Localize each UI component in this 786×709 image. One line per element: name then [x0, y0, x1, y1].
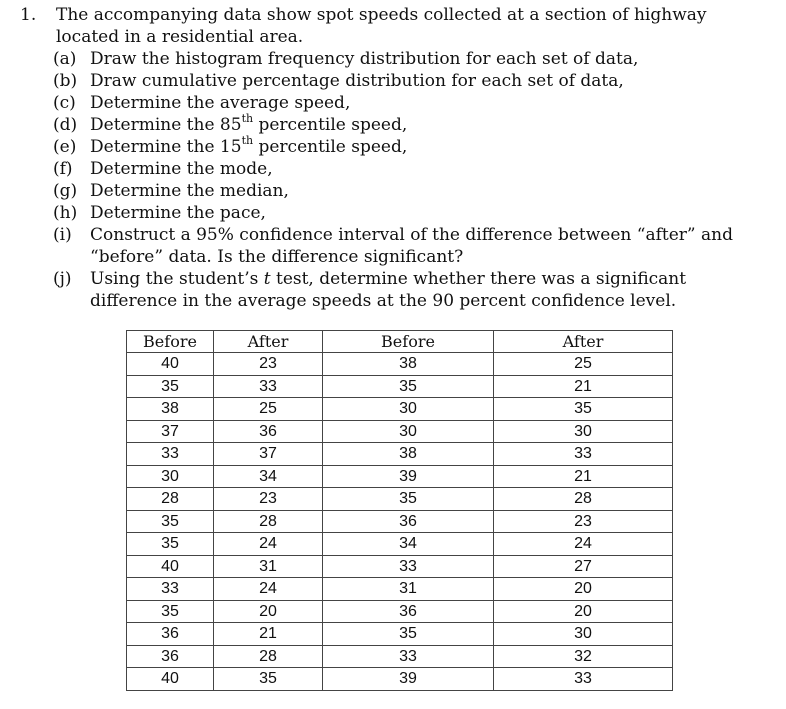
- part-j: [53, 268, 763, 312]
- part-label: (i): [53, 225, 72, 245]
- problem-intro: The accompanying data show spot speeds collected at a section of highway located in a residential area.: [56, 5, 707, 47]
- table-cell: 38: [323, 353, 494, 376]
- t-symbol: t: [263, 269, 271, 289]
- table-cell: 24: [214, 533, 323, 556]
- table-cell: 25: [494, 353, 673, 376]
- table-cell: 20: [494, 578, 673, 601]
- table-cell: 30: [494, 420, 673, 443]
- table-cell: 35: [127, 533, 214, 556]
- table-cell: 39: [323, 465, 494, 488]
- part-text: Determine the median,: [90, 181, 289, 201]
- table-cell: 31: [214, 555, 323, 578]
- table-row: [127, 533, 673, 556]
- table-row: [127, 488, 673, 511]
- part-label: (a): [53, 49, 77, 69]
- table-cell: 23: [214, 488, 323, 511]
- part-label: (h): [53, 203, 78, 223]
- table-cell: 33: [323, 555, 494, 578]
- parts-list: [53, 48, 763, 312]
- table-cell: 24: [494, 533, 673, 556]
- part-h: [53, 202, 763, 224]
- part-text-post: test, determine whether there was a significant difference in the average speeds at the 90 percent confidence level.: [90, 269, 687, 311]
- part-label: (c): [53, 93, 76, 113]
- part-text: [90, 268, 750, 312]
- part-label: (g): [53, 181, 78, 201]
- part-i: [53, 224, 763, 268]
- table-cell: 34: [214, 465, 323, 488]
- table-row: [127, 398, 673, 421]
- part-g: [53, 180, 763, 202]
- table-row: [127, 353, 673, 376]
- table-cell: 25: [214, 398, 323, 421]
- part-text: Determine the average speed,: [90, 93, 351, 113]
- table-cell: 32: [494, 645, 673, 668]
- table-row: [127, 623, 673, 646]
- table-cell: 21: [494, 465, 673, 488]
- table-cell: 27: [494, 555, 673, 578]
- table-cell: 20: [494, 600, 673, 623]
- table-cell: 35: [127, 600, 214, 623]
- table-row: [127, 668, 673, 691]
- part-a: [53, 48, 763, 70]
- table-cell: 35: [494, 398, 673, 421]
- table-header-row: [127, 331, 673, 353]
- table-cell: 38: [127, 398, 214, 421]
- part-label: (j): [53, 269, 72, 289]
- part-text-pre: Determine the 85: [90, 115, 242, 135]
- ordinal-suffix: th: [241, 112, 254, 126]
- table-cell: 36: [323, 510, 494, 533]
- part-text-pre: Using the student’s: [90, 269, 264, 289]
- part-f: [53, 158, 763, 180]
- table-cell: 31: [323, 578, 494, 601]
- part-text-pre: Determine the 15: [90, 137, 242, 157]
- table-cell: 28: [127, 488, 214, 511]
- part-e: [53, 136, 763, 158]
- table-cell: 36: [214, 420, 323, 443]
- table-cell: 34: [323, 533, 494, 556]
- table-body: [127, 353, 673, 691]
- table-cell: 37: [127, 420, 214, 443]
- table-cell: 30: [127, 465, 214, 488]
- table-cell: 23: [494, 510, 673, 533]
- part-label: (f): [53, 159, 73, 179]
- table-cell: 33: [127, 443, 214, 466]
- question-number: 1.: [20, 5, 37, 25]
- speed-data-table: [126, 330, 673, 691]
- table-row: [127, 510, 673, 533]
- ordinal-suffix: th: [241, 134, 254, 148]
- part-text: [90, 114, 750, 136]
- table-cell: 33: [494, 668, 673, 691]
- table-cell: 28: [214, 510, 323, 533]
- table-cell: 20: [214, 600, 323, 623]
- table-cell: 30: [323, 420, 494, 443]
- table-cell: 37: [214, 443, 323, 466]
- part-text: Draw the histogram frequency distribution for each set of data,: [90, 49, 639, 69]
- part-label: (d): [53, 115, 78, 135]
- table-cell: 35: [323, 623, 494, 646]
- table-cell: 33: [214, 375, 323, 398]
- table-cell: 40: [127, 353, 214, 376]
- column-header: Before: [127, 331, 214, 353]
- part-text: Determine the mode,: [90, 159, 273, 179]
- column-header: Before: [323, 331, 494, 353]
- part-text: Construct a 95% confidence interval of the difference between “after” and “before” data. Is the difference significant?: [90, 225, 733, 267]
- table-row: [127, 578, 673, 601]
- table-cell: 35: [127, 510, 214, 533]
- part-text-post: percentile speed,: [253, 115, 408, 135]
- table-cell: 28: [214, 645, 323, 668]
- table-row: [127, 465, 673, 488]
- table-cell: 28: [494, 488, 673, 511]
- part-text-post: percentile speed,: [253, 137, 408, 157]
- table-cell: 30: [494, 623, 673, 646]
- part-text: Determine the pace,: [90, 203, 266, 223]
- part-c: [53, 92, 763, 114]
- table-row: [127, 555, 673, 578]
- part-label: (b): [53, 71, 78, 91]
- table-cell: 30: [323, 398, 494, 421]
- table-cell: 21: [214, 623, 323, 646]
- part-label: (e): [53, 137, 77, 157]
- table-cell: 35: [323, 488, 494, 511]
- column-header: After: [214, 331, 323, 353]
- table-row: [127, 420, 673, 443]
- table-cell: 36: [127, 623, 214, 646]
- table-cell: 36: [323, 600, 494, 623]
- table-cell: 33: [127, 578, 214, 601]
- table-cell: 40: [127, 668, 214, 691]
- table-cell: 35: [127, 375, 214, 398]
- table-cell: 36: [127, 645, 214, 668]
- table-cell: 40: [127, 555, 214, 578]
- table-row: [127, 375, 673, 398]
- table-row: [127, 645, 673, 668]
- part-b: [53, 70, 763, 92]
- part-d: [53, 114, 763, 136]
- table-row: [127, 600, 673, 623]
- table-cell: 23: [214, 353, 323, 376]
- column-header: After: [494, 331, 673, 353]
- table-cell: 38: [323, 443, 494, 466]
- table-cell: 21: [494, 375, 673, 398]
- table-cell: 35: [323, 375, 494, 398]
- part-text: [90, 136, 750, 158]
- table-cell: 24: [214, 578, 323, 601]
- table-cell: 33: [494, 443, 673, 466]
- part-text: Draw cumulative percentage distribution for each set of data,: [90, 71, 624, 91]
- table-cell: 39: [323, 668, 494, 691]
- table-row: [127, 443, 673, 466]
- table-cell: 35: [214, 668, 323, 691]
- table-cell: 33: [323, 645, 494, 668]
